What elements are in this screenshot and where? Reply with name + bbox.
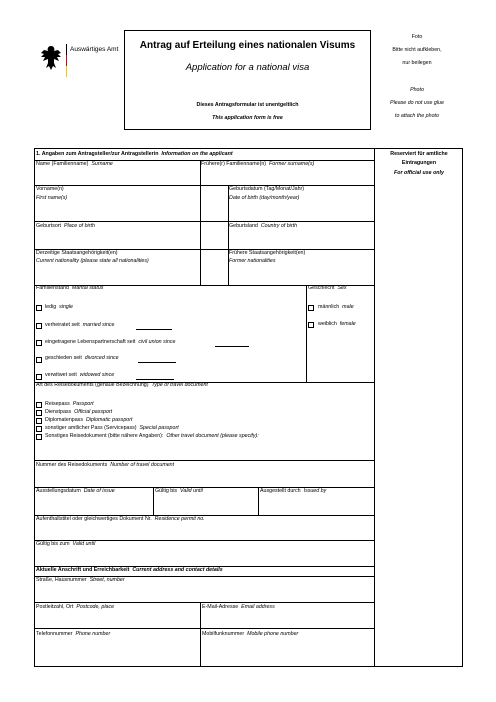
widowed-option [45,373,114,379]
email-label [202,605,275,611]
street-field[interactable] [35,586,373,601]
issue-date-de: Ausstellungsdatum [36,488,81,494]
phone-de: Telefonnummer [36,631,73,637]
diplomatic-passport-checkbox[interactable] [36,418,42,424]
female-de: weiblich [318,321,337,327]
federal-eagle-logo [40,44,62,72]
phone-field[interactable] [35,640,199,666]
photo-note-en-2: to attach the photo [395,113,439,119]
official-use-line1: Reserviert für amtliche [390,151,448,157]
place-of-birth-label [36,224,95,230]
sex-label [308,286,347,292]
rule [34,602,374,603]
male-de: männlich [318,304,340,310]
issued-by-field[interactable] [259,497,373,514]
former-nationality-label-en: Former nationalities [229,258,276,264]
official-passport-en: Official passport [74,409,113,415]
first-name-label-de: Vorname(n) [36,186,64,192]
civil-union-option [45,340,175,346]
issue-date-en: Date of issue [83,488,115,494]
country-of-birth-label [229,224,297,230]
widowed-de: verwitwet seit [45,372,77,378]
issued-by-en: Issued by [303,488,327,494]
street-label [36,578,125,584]
other-document-checkbox[interactable] [36,434,42,440]
phone-en: Phone number [75,631,111,637]
passport-option [45,402,94,408]
doc-number-field[interactable] [35,471,373,486]
mobile-field[interactable] [201,640,373,666]
single-option [45,305,73,311]
address-title-en: Current address and contact details [132,567,223,573]
special-passport-checkbox[interactable] [36,426,42,432]
official-use-en: For official use only [394,170,444,176]
diplomatic-passport-en: Diplomatic passport [85,417,133,423]
residence-permit-en: Residence permit no. [154,516,205,522]
photo-note-de-2: nur beilegen [402,60,432,66]
passport-de: Reisepass [45,401,70,407]
form-title-de: Antrag auf Erteilung eines nationalen Visums [139,40,356,51]
official-divider [374,148,375,667]
civil-union-de: eingetragene Lebenspartnerschaft seit [45,339,136,345]
former-surname-field[interactable] [201,170,373,185]
official-passport-de: Dienstpass [45,409,72,415]
permit-valid-de: Gültig bis zum [36,541,70,547]
marital-label-de: Familienstand [36,285,69,291]
official-use-line2: Eintragungen [401,160,437,166]
married-option [45,323,115,329]
first-name-field[interactable] [35,204,227,220]
special-passport-option [45,426,179,432]
dob-field[interactable] [229,204,373,220]
photo-note-de-1: Bitte nicht aufkleben, [392,47,442,53]
surname-label-de: Name (Familienname) [36,161,89,167]
male-en: male [342,304,354,310]
former-surname-label-en: Former surname(s) [269,161,315,167]
civil-union-date-field[interactable] [215,346,249,347]
single-checkbox[interactable] [36,305,42,311]
postcode-de: Postleitzahl, Ort [36,604,74,610]
divorced-de: geschieden seit [45,355,82,361]
official-passport-checkbox[interactable] [36,410,42,416]
postcode-en: Postcode, place [76,604,115,610]
nationality-field[interactable] [35,267,227,284]
sex-label-de: Geschlecht [308,285,335,291]
mobile-label [202,632,298,638]
widowed-checkbox[interactable] [36,374,42,380]
former-surname-label-de: Frühere(r) Familienname(n) [201,161,267,167]
free-note-de: Dieses Antragsformular ist unentgeltlich [196,102,299,108]
mobile-de: Mobilfunknummer [202,631,245,637]
diplomatic-passport-de: Diplomatenpass [45,417,83,423]
civil-union-en: civil union since [138,339,176,345]
other-document-de: Sonstiges Reisedokument (bitte nähere Angaben): [45,433,164,439]
residence-permit-de: Aufenthaltstitel oder gleichwertiges Dokument Nr. [36,516,152,522]
former-nationality-label-de: Frühere Staatsangehörigkeit(en) [229,250,306,256]
divorced-option [45,356,119,362]
residence-permit-label [36,517,205,523]
address-section-title [36,568,223,574]
surname-label [36,162,113,168]
marital-label-en: Marital status [71,285,104,291]
postcode-label [36,605,114,611]
phone-label [36,632,110,638]
valid-until-field[interactable] [154,497,257,514]
permit-valid-label [36,542,95,548]
rule [34,628,374,629]
married-date-field[interactable] [136,329,172,330]
postcode-field[interactable] [35,613,199,627]
place-of-birth-field[interactable] [35,232,227,248]
diplomatic-passport-option [45,418,132,424]
passport-en: Passport [72,401,94,407]
street-de: Straße, Hausnummer [36,577,87,583]
male-option [318,305,354,311]
street-en: Street, number [89,577,125,583]
doc-number-label [36,463,174,469]
issued-by-de: Ausgestellt durch [260,488,301,494]
section1-title-en: Information on the applicant [161,151,233,157]
dob-label-en: Date of birth (day/month/year) [229,195,300,201]
rule [34,221,374,222]
issue-date-label [36,489,115,495]
flag-bar-gold [66,66,67,77]
divorced-date-field[interactable] [138,362,176,363]
section1-title [36,152,233,158]
surname-field[interactable] [35,170,199,185]
other-document-option [45,434,259,440]
travel-doc-label-de: Art des Reisedokuments (genaue Bezeichnung) [36,382,149,388]
former-nationality-field[interactable] [229,267,373,284]
photo-note-en-1: Please do not use glue [390,100,444,106]
surname-label-en: Surname [91,161,113,167]
marital-status-label [36,286,103,292]
photo-label-en: Photo [410,87,424,93]
widowed-date-field[interactable] [136,379,174,380]
valid-until-de: Gültig bis [155,488,178,494]
valid-until-label [155,489,203,495]
rule [306,285,307,382]
travel-doc-label-en: Type of travel document [151,382,208,388]
issued-by-label [260,489,326,495]
male-checkbox[interactable] [308,305,314,311]
special-passport-en: Special passport [139,425,179,431]
section1-title-de: 1. Angaben zum Antragsteller/zur Antragstellerin [36,151,159,157]
free-note-en: This application form is free [212,115,283,121]
widowed-en: widowed since [79,372,115,378]
married-checkbox[interactable] [36,323,42,329]
flag-bar-red [66,55,67,66]
email-field[interactable] [201,613,373,627]
sex-label-en: Sex [337,285,347,291]
place-of-birth-label-de: Geburtsort [36,223,62,229]
permit-valid-field[interactable] [35,550,373,565]
other-document-en: Other travel document (please specify): [166,433,259,439]
doc-number-de: Nummer des Reisedokuments [36,462,108,468]
permit-valid-en: Valid until [72,541,96,547]
official-passport-option [45,410,112,416]
passport-checkbox[interactable] [36,402,42,408]
married-en: married since [82,322,115,328]
former-surname-label [201,162,314,168]
form-title-en: Application for a national visa [185,62,310,73]
valid-until-en: Valid until [180,488,203,494]
country-of-birth-label-en: Country of birth [260,223,298,229]
first-name-label-en: First name(s) [36,195,68,201]
other-document-field[interactable] [35,443,373,459]
single-de: ledig [45,304,57,310]
email-de: E-Mail-Adresse [202,604,239,610]
country-of-birth-field[interactable] [229,232,373,248]
nationality-label-en: Current nationality (please state all nationalities) [36,258,149,264]
dob-label-de: Geburtsdatum (Tag/Monat/Jahr) [229,186,305,192]
civil-union-checkbox[interactable] [36,340,42,346]
place-of-birth-label-en: Place of birth [63,223,95,229]
mobile-en: Mobile phone number [247,631,299,637]
flag-bar-black [66,44,67,55]
travel-doc-type-label [36,383,208,389]
female-checkbox[interactable] [308,322,314,328]
divorced-checkbox[interactable] [36,357,42,363]
special-passport-de: sonstiger amtlicher Pass (Servicepass) [45,425,137,431]
photo-label-de: Foto [411,34,423,40]
nationality-label-de: Derzeitige Staatsangehörigkeit(en) [36,250,118,256]
female-option [318,322,356,328]
agency-name: Auswärtiges Amt [70,46,119,53]
single-en: single [59,304,73,310]
doc-number-en: Number of travel document [110,462,175,468]
issue-date-field[interactable] [35,497,152,514]
rule [34,185,374,186]
country-of-birth-label-de: Geburtsland [229,223,258,229]
married-de: verheiratet seit [45,322,80,328]
rule [34,460,374,461]
female-en: female [339,321,356,327]
email-en: Email address [241,604,275,610]
residence-permit-field[interactable] [35,525,373,539]
address-title-de: Aktuelle Anschrift und Erreichbarkeit [36,567,130,573]
divorced-en: divorced since [84,355,119,361]
